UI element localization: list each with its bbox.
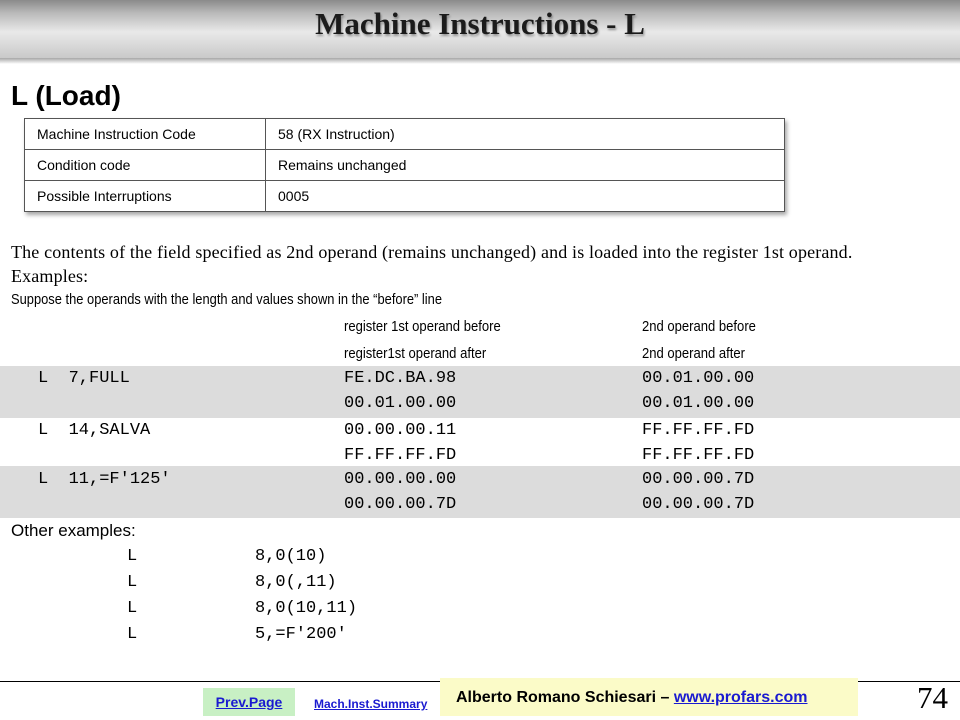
slide-title: Machine Instructions - L bbox=[315, 6, 645, 41]
other-example-op: L bbox=[127, 547, 138, 566]
other-example-operand: 8,0(,11) bbox=[255, 573, 337, 592]
header-operand2-after: 2nd operand after bbox=[642, 345, 746, 362]
table-cell-value: Remains unchanged bbox=[266, 150, 785, 181]
page-number: 74 bbox=[917, 680, 948, 715]
table-row bbox=[25, 181, 785, 212]
example-register-after: 00.01.00.00 bbox=[344, 394, 457, 413]
example-operand2-after: 00.00.00.7D bbox=[642, 495, 755, 514]
other-example-op: L bbox=[127, 573, 138, 592]
table-cell-label: Condition code bbox=[25, 150, 266, 181]
example-register-after: FF.FF.FF.FD bbox=[344, 446, 457, 465]
other-example-operand: 8,0(10,11) bbox=[255, 599, 358, 618]
header-register-after: register1st operand after bbox=[344, 345, 487, 362]
other-example-op: L bbox=[127, 625, 138, 644]
header-register-before: register 1st operand before bbox=[344, 318, 501, 335]
table-cell-label: Possible Interruptions bbox=[25, 181, 266, 212]
example-register-before: 00.00.00.00 bbox=[344, 470, 457, 489]
other-examples-label: Other examples: bbox=[11, 521, 136, 540]
header-operand2-before: 2nd operand before bbox=[642, 318, 756, 335]
example-operand2-after: FF.FF.FF.FD bbox=[642, 446, 755, 465]
example-band bbox=[0, 366, 960, 418]
instruction-info-table bbox=[24, 118, 785, 212]
other-example-operand: 5,=F'200' bbox=[255, 625, 347, 644]
example-instruction: L 11,=F'125' bbox=[38, 470, 171, 489]
website-link[interactable]: www.profars.com bbox=[673, 689, 808, 706]
title-bar bbox=[0, 0, 960, 58]
table-cell-value: 58 (RX Instruction) bbox=[266, 119, 785, 150]
description-paragraph: The contents of the field specified as 2nd operand (remains unchanged) and is loaded into the register 1st operand. Examples: bbox=[11, 242, 853, 286]
example-operand2-after: 00.01.00.00 bbox=[642, 394, 755, 413]
suppose-line: Suppose the operands with the length and values shown in the “before” line bbox=[11, 291, 443, 308]
example-register-before: FE.DC.BA.98 bbox=[344, 369, 457, 388]
table-cell-label: Machine Instruction Code bbox=[25, 119, 266, 150]
section-heading: L (Load) bbox=[11, 80, 121, 111]
table-row bbox=[25, 150, 785, 181]
author-name: Alberto Romano Schiesari – bbox=[456, 689, 674, 706]
example-operand2-before: FF.FF.FF.FD bbox=[642, 421, 755, 440]
example-operand2-before: 00.01.00.00 bbox=[642, 369, 755, 388]
example-operand2-before: 00.00.00.7D bbox=[642, 470, 755, 489]
table-row bbox=[25, 119, 785, 150]
other-example-op: L bbox=[127, 599, 138, 618]
author-credit bbox=[456, 689, 808, 707]
other-example-operand: 8,0(10) bbox=[255, 547, 327, 566]
example-register-after: 00.00.00.7D bbox=[344, 495, 457, 514]
prev-page-button[interactable]: Prev.Page bbox=[203, 688, 295, 716]
table-cell-value: 0005 bbox=[266, 181, 785, 212]
example-instruction: L 7,FULL bbox=[38, 369, 130, 388]
example-register-before: 00.00.00.11 bbox=[344, 421, 457, 440]
summary-link[interactable]: Mach.Inst.Summary bbox=[314, 697, 428, 711]
example-instruction: L 14,SALVA bbox=[38, 421, 151, 440]
